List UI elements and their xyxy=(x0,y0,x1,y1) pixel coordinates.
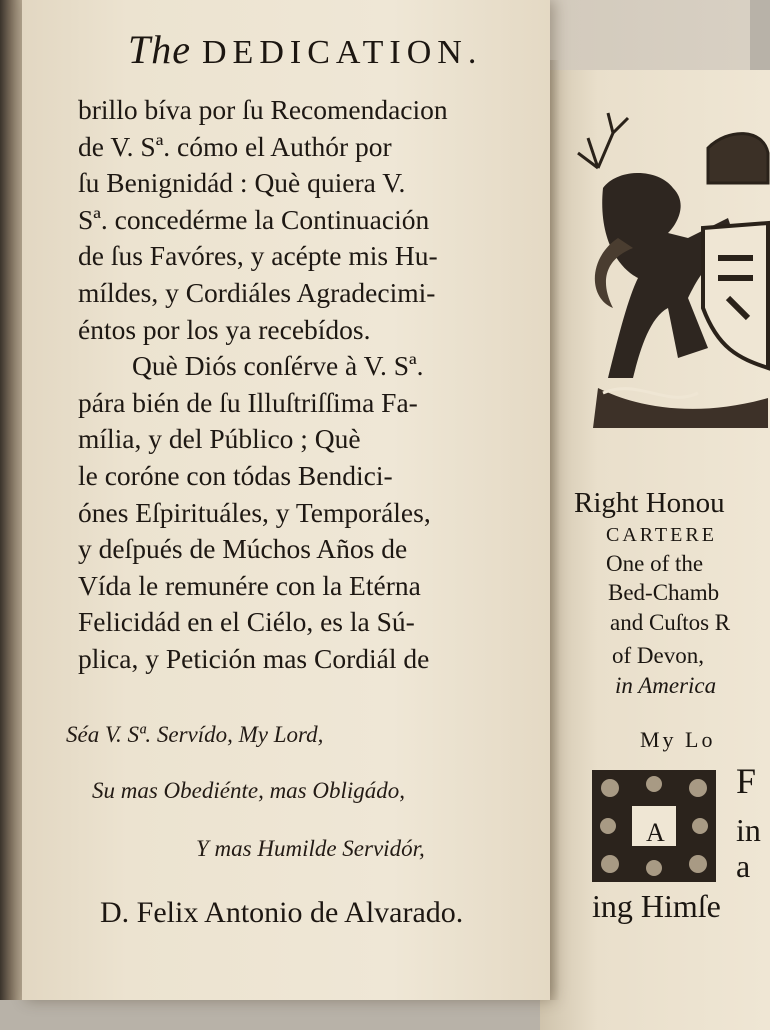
right-page-line: Bed-Chamb xyxy=(608,580,720,605)
right-page-last-line: ing Himſe xyxy=(592,888,721,924)
text-line: Sª. concedérme la Continuación xyxy=(78,203,430,235)
text-line: Felicidád en el Ciélo, es la Sú- xyxy=(78,606,415,638)
right-page-line: Right Honou xyxy=(574,487,725,519)
salutation: My Lo xyxy=(640,727,716,752)
right-page-line: in America xyxy=(615,673,717,698)
running-head-the: The xyxy=(128,27,191,72)
signature: D. Felix Antonio de Alvarado. xyxy=(100,896,464,929)
body-fragment: a xyxy=(736,848,751,884)
text-line: Vída le remunére con la Etérna xyxy=(78,569,421,601)
right-page-line: and Cuſtos R xyxy=(610,610,731,635)
body-fragment: in xyxy=(736,812,761,848)
text-line: ónes Eſpirituáles, y Temporáles, xyxy=(78,496,431,528)
signoff-line: Y mas Humilde Servidór, xyxy=(196,836,425,861)
right-page-line: One of the xyxy=(606,551,704,576)
text-line: míldes, y Cordiáles Agradecimi- xyxy=(78,276,436,308)
dropcap-letter: A xyxy=(646,818,665,847)
text-line: brillo bíva por ſu Recomendacion xyxy=(78,94,448,125)
text-line: éntos por los ya recebídos. xyxy=(78,313,371,345)
text-line: Què Diós conſérve à V. Sª. xyxy=(132,350,424,382)
text-line: le coróne con tódas Bendici- xyxy=(78,459,393,491)
crest-engraving-icon xyxy=(578,108,768,428)
text-line: mília, y del Público ; Què xyxy=(78,423,361,455)
running-head xyxy=(128,26,482,73)
signoff-line: Séa V. Sª. Servído, My Lord, xyxy=(66,722,324,747)
running-head-title: DEDICATION. xyxy=(202,34,483,71)
right-page-line: of Devon, xyxy=(612,643,704,668)
body-fragment: F xyxy=(736,761,757,801)
text-line: plica, y Petición mas Cordiál de xyxy=(78,642,430,674)
text-line: de V. Sª. cómo el Authór por xyxy=(78,130,392,162)
text-line: pára bién de ſu Illuſtriſſima Fa- xyxy=(78,386,418,418)
text-line: ſu Benignidád : Què quiera V. xyxy=(78,167,406,199)
signoff-line: Su mas Obediénte, mas Obligádo, xyxy=(92,778,406,803)
text-line: y deſpués de Múchos Años de xyxy=(78,533,408,565)
right-page-line: CARTERE xyxy=(606,524,717,546)
dedication-text xyxy=(78,92,538,678)
text-line: de ſus Favóres, y acépte mis Hu- xyxy=(78,240,438,272)
